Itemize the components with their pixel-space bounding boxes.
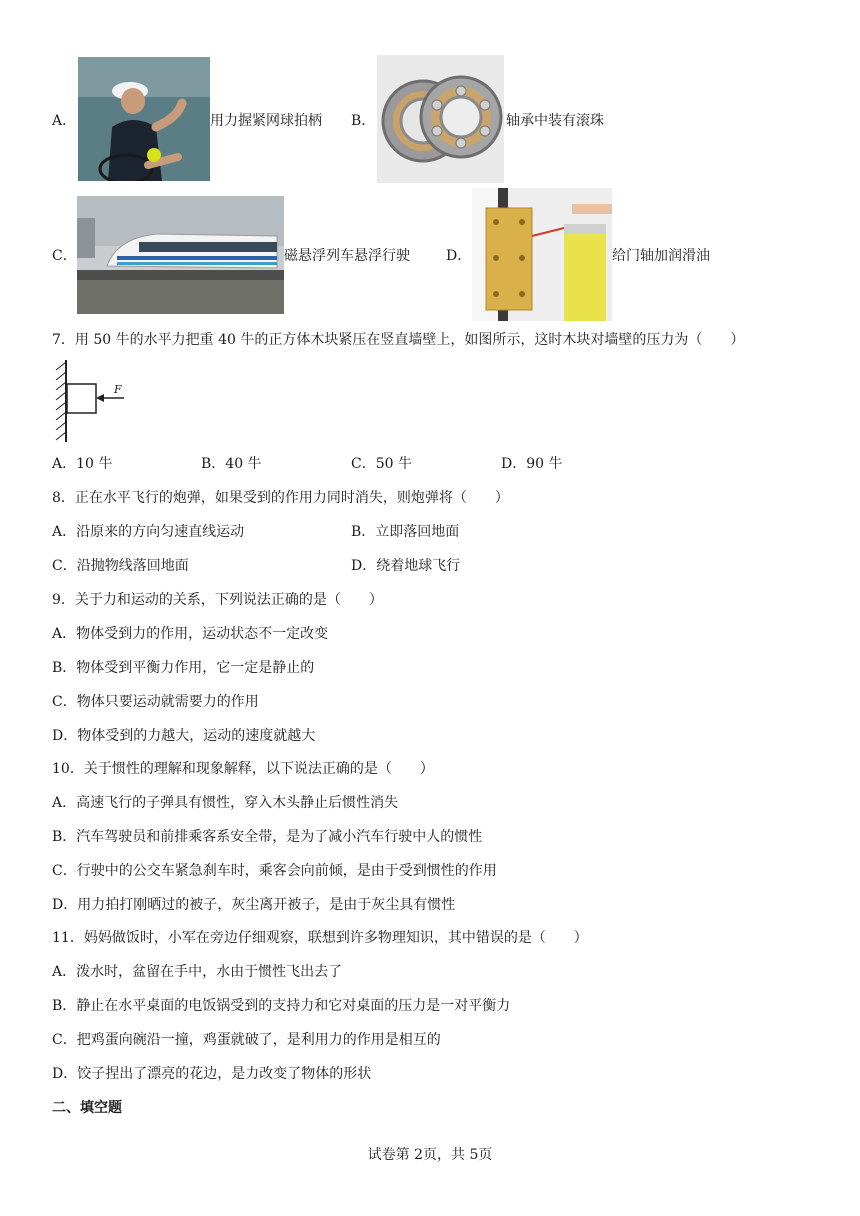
- tennis-player-image: [78, 57, 210, 181]
- q11-option-c: C．把鸡蛋向碗沿一撞，鸡蛋就破了，是利用力的作用是相互的: [52, 1032, 441, 1048]
- q7-stem: 7．用 50 牛的水平力把重 40 牛的正方体木块紧压在竖直墙壁上，如图所示，这时木块对墙壁的压力为（ ）: [52, 332, 745, 348]
- q7-option-a: A．10 牛: [52, 456, 113, 472]
- q6-option-c-letter: C．: [52, 248, 77, 264]
- q8-stem: 8．正在水平飞行的炮弹，如果受到的作用力同时消失，则炮弹将（ ）: [52, 490, 509, 506]
- q11-option-d: D．饺子捏出了漂亮的花边，是力改变了物体的形状: [52, 1066, 372, 1082]
- q9-option-d: D．物体受到的力越大，运动的速度就越大: [52, 728, 316, 744]
- q10-option-c: C．行驶中的公交车紧急刹车时，乘客会向前倾，是由于受到惯性的作用: [52, 863, 497, 879]
- q10-option-b: B．汽车驾驶员和前排乘客系安全带，是为了减小汽车行驶中人的惯性: [52, 829, 483, 845]
- q6-option-b-letter: B．: [351, 113, 376, 129]
- section-heading-fill-in: 二、填空题: [52, 1100, 122, 1116]
- q8-option-a: A．沿原来的方向匀速直线运动: [52, 524, 245, 540]
- q9-option-b: B．物体受到平衡力作用，它一定是静止的: [52, 660, 315, 676]
- q7-option-b: B．40 牛: [201, 456, 262, 472]
- q6-option-a-letter: A．: [52, 113, 77, 129]
- q9-option-a: A．物体受到力的作用，运动状态不一定改变: [52, 626, 329, 642]
- q8-option-c: C．沿抛物线落回地面: [52, 558, 189, 574]
- q6-option-d-letter: D．: [446, 248, 472, 264]
- door-hinge-oil-image: [472, 188, 612, 321]
- q11-option-a: A．泼水时，盆留在手中，水由于惯性飞出去了: [52, 964, 343, 980]
- q9-option-c: C．物体只要运动就需要力的作用: [52, 694, 259, 710]
- ball-bearing-image: [377, 55, 504, 183]
- q8-option-b: B．立即落回地面: [351, 524, 460, 540]
- q6-option-d-text: 给门轴加润滑油: [612, 248, 710, 264]
- q10-stem: 10．关于惯性的理解和现象解释，以下说法正确的是（ ）: [52, 761, 434, 777]
- q8-option-d: D．绕着地球飞行: [351, 558, 461, 574]
- page-footer: 试卷第 2页，共 5页: [367, 1147, 493, 1163]
- q6-option-c-text: 磁悬浮列车悬浮行驶: [284, 248, 410, 264]
- q11-option-b: B．静止在水平桌面的电饭锅受到的支持力和它对桌面的压力是一对平衡力: [52, 998, 511, 1014]
- q10-option-d: D．用力拍打刚晒过的被子，灰尘离开被子，是由于灰尘具有惯性: [52, 897, 456, 913]
- q6-option-b-text: 轴承中装有滚珠: [506, 113, 604, 129]
- force-label: F: [114, 383, 122, 396]
- q11-stem: 11．妈妈做饭时，小军在旁边仔细观察，联想到许多物理知识，其中错误的是（ ）: [52, 930, 588, 946]
- q7-option-d: D．90 牛: [501, 456, 563, 472]
- q10-option-a: A．高速飞行的子弹具有惯性，穿入木头静止后惯性消失: [52, 795, 399, 811]
- q7-option-c: C．50 牛: [351, 456, 412, 472]
- q9-stem: 9．关于力和运动的关系，下列说法正确的是（ ）: [52, 592, 383, 608]
- maglev-train-image: [77, 196, 284, 314]
- wall-block-force-diagram: [54, 358, 134, 444]
- q6-option-a-text: 用力握紧网球拍柄: [210, 113, 322, 129]
